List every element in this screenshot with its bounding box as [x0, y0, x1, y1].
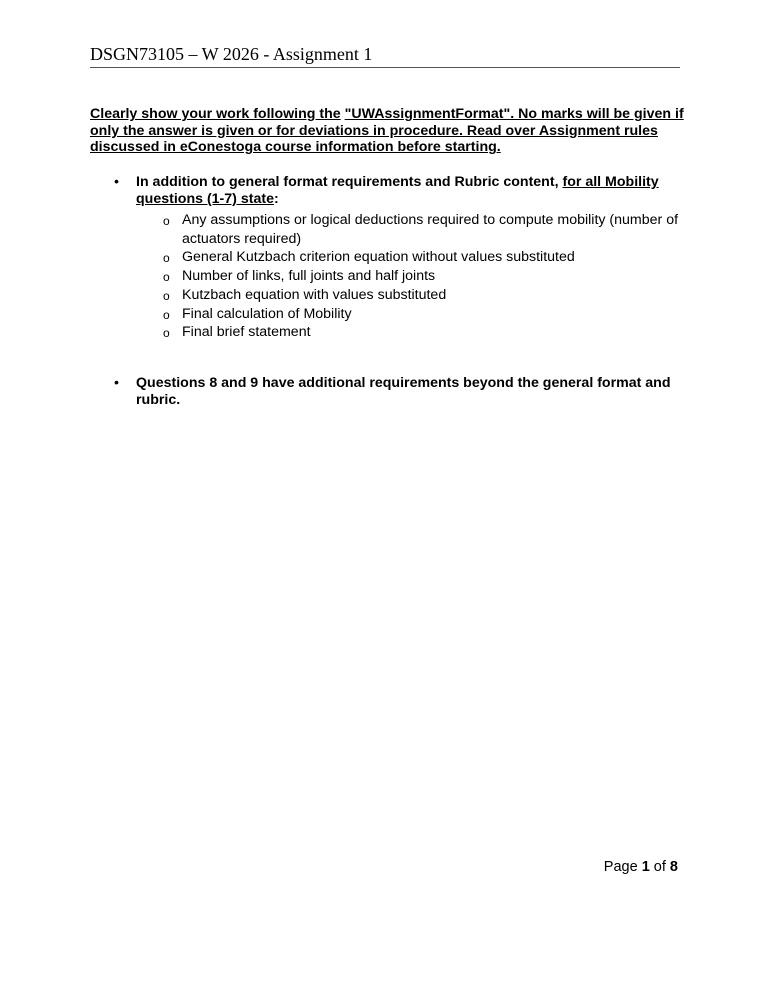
- circle-bullet-icon: o: [163, 307, 170, 322]
- circle-bullet-icon: o: [163, 214, 170, 228]
- subitem-text: General Kutzbach criterion equation without values substituted: [182, 249, 575, 266]
- header-divider: [90, 67, 680, 68]
- mobility-subitems: [163, 211, 692, 342]
- bullet-underlined-text: for all Mobility questions (1-7) state: [136, 174, 659, 207]
- document-header-title: DSGN73105 – W 2026 - Assignment 1: [90, 44, 373, 64]
- intro-instructions: [90, 106, 690, 156]
- circle-bullet-icon: o: [163, 288, 170, 303]
- page-label: Page: [603, 859, 638, 875]
- circle-bullet-icon: o: [163, 251, 170, 266]
- circle-bullet-icon: o: [163, 326, 170, 341]
- intro-part2: "UWAssignmentFormat". No marks will be given if only the answer is given or for deviations in procedure. Read over Assignment rules discussed in eConestoga course information before starting.: [90, 106, 684, 156]
- list-item: [163, 305, 692, 324]
- list-item: [163, 248, 692, 267]
- bullet-text: In addition to general format requirements and Rubric content,: [136, 174, 563, 190]
- circle-bullet-icon: o: [163, 270, 170, 285]
- bullet-icon: •: [114, 174, 119, 190]
- total-pages: 8: [669, 859, 678, 875]
- subitem-text: Number of links, full joints and half joints: [182, 268, 436, 285]
- subitem-text: Final calculation of Mobility: [182, 305, 352, 322]
- list-item: [163, 267, 692, 286]
- subitem-text: Kutzbach equation with values substituted: [182, 286, 447, 303]
- intro-part1: Clearly show your work following the: [90, 106, 341, 122]
- bullet-questions-8-9: [114, 375, 696, 409]
- bullet-suffix: :: [273, 191, 279, 207]
- subitem-text: Final brief statement: [182, 324, 311, 341]
- bullet-text: Questions 8 and 9 have additional requirements beyond the general format and rubric.: [136, 375, 671, 408]
- bullet-icon: •: [114, 375, 119, 391]
- page-number: [604, 859, 678, 875]
- of-label: of: [653, 859, 666, 875]
- list-item: [163, 286, 692, 305]
- subitem-text: Any assumptions or logical deductions required to compute mobility (number of actuators required): [182, 212, 679, 247]
- bullet-mobility-requirements: [114, 174, 696, 208]
- list-item: [163, 211, 692, 248]
- list-item: [163, 323, 692, 342]
- current-page: 1: [641, 859, 650, 875]
